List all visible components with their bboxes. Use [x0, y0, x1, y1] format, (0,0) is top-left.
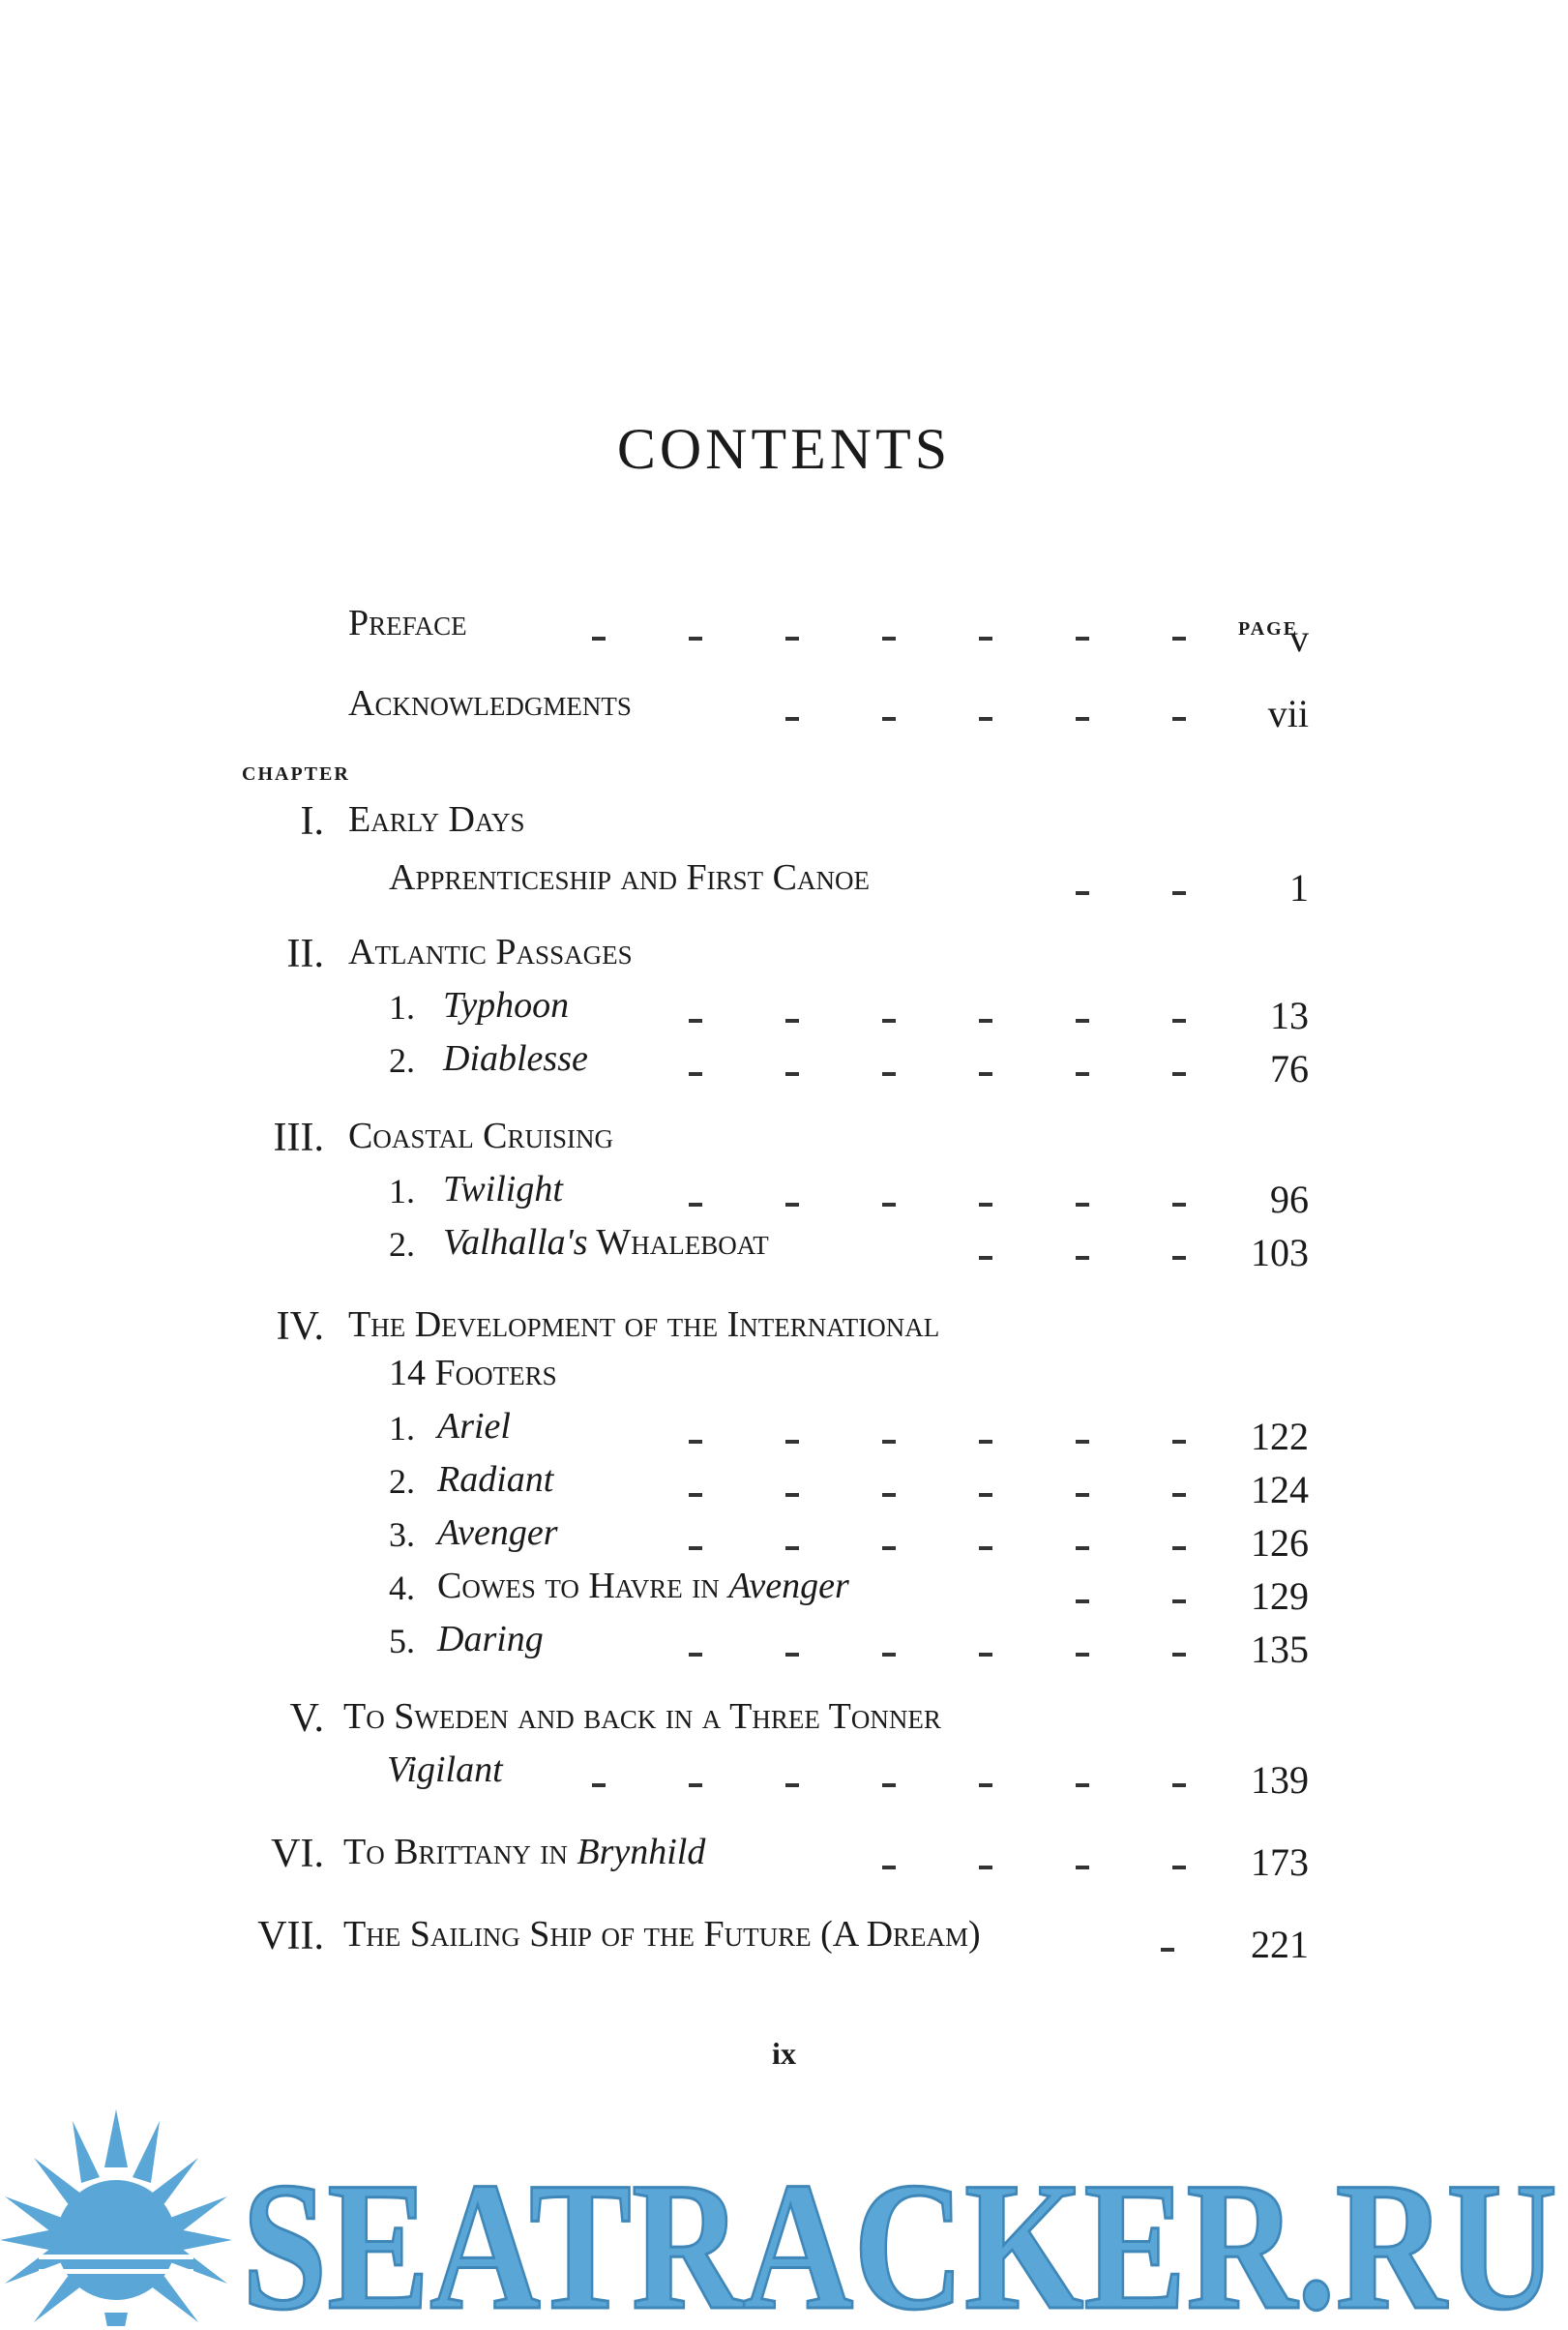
page-number: 13 [1270, 994, 1309, 1037]
chapter-title-5[interactable]: To Sweden and back in a Three Tonner [343, 1696, 941, 1737]
chapter-title-2[interactable]: Atlantic Passages [348, 932, 633, 972]
section-number: 3. [389, 1515, 415, 1554]
leader-dot [785, 1546, 799, 1550]
leader-dot [1076, 1440, 1089, 1444]
page-number: v [1289, 616, 1309, 660]
section-number: 2. [389, 1041, 415, 1080]
leader-dot [882, 1019, 896, 1023]
chapter-numeral: II. [286, 932, 324, 976]
leader-dot [979, 1256, 992, 1260]
leader-dot [1076, 891, 1089, 895]
section-title[interactable] [443, 1224, 769, 1261]
leader-dot [882, 717, 896, 721]
leader-dot [882, 1546, 896, 1550]
leader-dot [979, 1783, 992, 1787]
chapter-numeral: V. [289, 1696, 324, 1741]
page-column-label: PAGE [1238, 618, 1299, 640]
section-number: 2. [389, 1225, 415, 1264]
chapter-numeral: I. [300, 799, 324, 844]
section-title-italic: Valhalla's [443, 1222, 588, 1263]
section-title[interactable]: Ariel [437, 1406, 511, 1447]
leader-dot [689, 1019, 702, 1023]
leader-dot [979, 1072, 992, 1076]
leader-dot [882, 1866, 896, 1869]
leader-dot [1076, 1866, 1089, 1869]
leader-dot [882, 1493, 896, 1497]
leader-dot [1161, 1948, 1174, 1952]
leader-dot [689, 1783, 702, 1787]
chapter-title-italic: Brynhild [577, 1832, 706, 1872]
section-title-rest: Whaleboat [587, 1222, 769, 1263]
section-title[interactable]: Twilight [443, 1169, 563, 1210]
chapter-title-continued[interactable]: 14 Footers [389, 1353, 557, 1393]
section-number: 5. [389, 1622, 415, 1660]
watermark-graphic [0, 2109, 1568, 2326]
chapter-title-rest: To Brittany in [343, 1832, 577, 1872]
chapter-title-3[interactable]: Coastal Cruising [348, 1116, 614, 1156]
section-title[interactable]: Avenger [437, 1512, 558, 1553]
leader-dot [689, 1440, 702, 1444]
leader-dot [882, 637, 896, 641]
leader-dot [1076, 717, 1089, 721]
page-number: 96 [1270, 1178, 1309, 1221]
leader-dot [1076, 1019, 1089, 1023]
page-number: vii [1267, 692, 1309, 735]
chapter-subtitle[interactable]: Vigilant [387, 1749, 503, 1790]
leader-dot [1076, 1546, 1089, 1550]
leader-dot [689, 1546, 702, 1550]
section-title[interactable]: Daring [437, 1619, 544, 1659]
leader-dot [979, 1203, 992, 1207]
leader-dot [979, 717, 992, 721]
leader-dot [1076, 637, 1089, 641]
page-number: 126 [1251, 1521, 1309, 1565]
section-number: 1. [389, 988, 415, 1027]
leader-dot [785, 1783, 799, 1787]
leader-dot [882, 1783, 896, 1787]
page-number: 221 [1251, 1923, 1309, 1966]
leader-dot [689, 1072, 702, 1076]
leader-dot [785, 1072, 799, 1076]
leader-dot [689, 1653, 702, 1657]
section-title-italic: Avenger [728, 1566, 849, 1606]
leader-dot [979, 1866, 992, 1869]
leader-dot [1076, 1203, 1089, 1207]
watermark-text: SEATRACKER.RU [242, 2145, 1557, 2326]
page-folio: ix [772, 2036, 796, 2071]
watermark [0, 2109, 1568, 2326]
leader-dot [689, 1493, 702, 1497]
page-number: 124 [1251, 1468, 1309, 1511]
leader-dot [1076, 1599, 1089, 1603]
leader-dot [592, 637, 606, 641]
section-title[interactable]: Diablesse [443, 1038, 588, 1079]
page-number: 1 [1289, 866, 1309, 910]
page-number: 122 [1251, 1415, 1309, 1458]
page-number: 129 [1251, 1574, 1309, 1618]
leader-dot [979, 1440, 992, 1444]
leader-dot [882, 1203, 896, 1207]
section-number: 4. [389, 1568, 415, 1607]
leader-dot [785, 637, 799, 641]
page-number: 135 [1251, 1628, 1309, 1671]
leader-dot [979, 1019, 992, 1023]
leader-dot [689, 637, 702, 641]
leader-dot [979, 637, 992, 641]
chapter-numeral: VI. [271, 1832, 324, 1876]
section-title[interactable] [437, 1568, 849, 1604]
leader-dot [979, 1493, 992, 1497]
page-title: CONTENTS [616, 417, 952, 481]
sun-icon [0, 2109, 232, 2326]
leader-dot [882, 1440, 896, 1444]
leader-dot [1076, 1072, 1089, 1076]
leader-dot [979, 1546, 992, 1550]
leader-dot [592, 1783, 606, 1787]
page-number: 103 [1251, 1231, 1309, 1274]
chapter-title-6[interactable] [343, 1834, 705, 1870]
leader-dot [882, 1653, 896, 1657]
leader-dot [979, 1653, 992, 1657]
chapter-column-label: CHAPTER [242, 763, 350, 785]
leader-dot [882, 1072, 896, 1076]
leader-dot [785, 1493, 799, 1497]
page-number: 139 [1251, 1758, 1309, 1802]
leader-dot [785, 717, 799, 721]
chapter-numeral: III. [273, 1116, 324, 1160]
chapter-numeral: IV. [276, 1304, 324, 1349]
leader-dot [1076, 1256, 1089, 1260]
leader-dot [785, 1203, 799, 1207]
chapter-title-1[interactable]: Early Days [348, 799, 525, 840]
section-number: 1. [389, 1172, 415, 1210]
page-number: 76 [1270, 1047, 1309, 1090]
leader-dot [785, 1440, 799, 1444]
leader-dot [1076, 1783, 1089, 1787]
chapter-subtitle[interactable]: Apprenticeship and First Canoe [389, 857, 870, 898]
chapter-title-7[interactable]: The Sailing Ship of the Future (A Dream) [343, 1914, 981, 1955]
leader-dot [785, 1019, 799, 1023]
section-number: 2. [389, 1462, 415, 1501]
leader-dot [1076, 1653, 1089, 1657]
toc-entry-acknowledgments[interactable]: Acknowledgments [348, 683, 632, 724]
chapter-numeral: VII. [257, 1914, 324, 1958]
toc-entry-preface[interactable]: Preface [348, 603, 467, 643]
leader-dot [1076, 1493, 1089, 1497]
leader-dot [689, 1203, 702, 1207]
section-title[interactable]: Typhoon [443, 985, 570, 1026]
page-number: 173 [1251, 1840, 1309, 1884]
section-title-rest: Cowes to Havre in [437, 1566, 729, 1606]
chapter-title-4[interactable]: The Development of the International [348, 1304, 940, 1345]
section-number: 1. [389, 1409, 415, 1448]
leader-dot [785, 1653, 799, 1657]
section-title[interactable]: Radiant [437, 1459, 554, 1500]
